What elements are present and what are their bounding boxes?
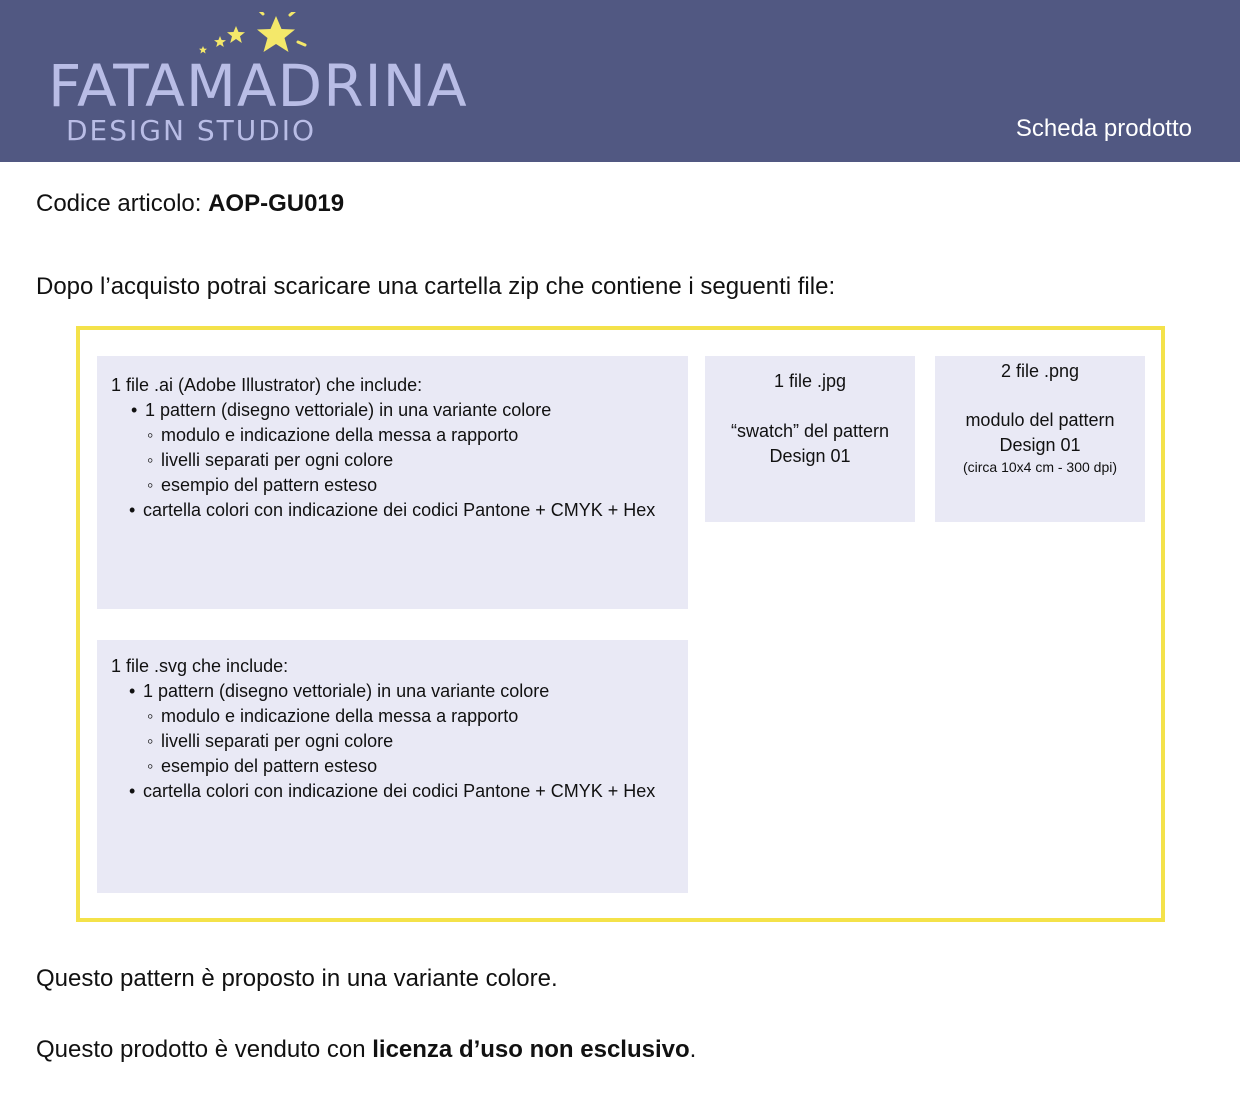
- article-code-label: Codice articolo:: [36, 190, 209, 217]
- file-card-svg: [97, 640, 688, 893]
- file-card-png: [935, 356, 1145, 522]
- file-png-line2: Design 01: [999, 435, 1081, 455]
- bullet-icon: •: [129, 681, 136, 701]
- list-item: ◦ livelli separati per ogni colore: [111, 729, 655, 754]
- files-frame: [76, 326, 1165, 922]
- list-item: • cartella colori con indicazione dei codici Pantone + CMYK + Hex: [111, 498, 655, 523]
- file-png-line1: modulo del pattern: [965, 410, 1115, 430]
- list-item: ◦ modulo e indicazione della messa a rapporto: [111, 704, 655, 729]
- logo-subtitle: DESIGN STUDIO: [66, 114, 317, 147]
- bullet-icon: •: [131, 400, 138, 420]
- bullet-icon: •: [129, 781, 136, 801]
- file-jpg-line2: Design 01: [769, 446, 851, 466]
- file-card-jpg: [705, 356, 915, 522]
- logo: [40, 12, 468, 152]
- list-item: • 1 pattern (disegno vettoriale) in una variante colore: [111, 679, 655, 704]
- list-item: ◦ esempio del pattern esteso: [111, 473, 655, 498]
- list-item: ◦ livelli separati per ogni colore: [111, 448, 655, 473]
- list-item: • cartella colori con indicazione dei codici Pantone + CMYK + Hex: [111, 779, 655, 804]
- list-item: ◦ esempio del pattern esteso: [111, 754, 655, 779]
- file-card-ai: [97, 356, 688, 609]
- header-label: Scheda prodotto: [1015, 115, 1192, 142]
- bullet-icon: •: [129, 500, 136, 520]
- article-code-value: AOP-GU019: [208, 190, 345, 217]
- header-band: [0, 0, 1240, 162]
- circle-bullet-icon: ◦: [147, 731, 154, 751]
- circle-bullet-icon: ◦: [147, 706, 154, 726]
- logo-title: FATAMADRINA: [48, 52, 468, 120]
- license-suffix: .: [689, 1036, 697, 1063]
- file-jpg-title: 1 file .jpg: [773, 371, 847, 391]
- file-card-svg-text: [111, 654, 655, 804]
- circle-bullet-icon: ◦: [147, 450, 154, 470]
- circle-bullet-icon: ◦: [147, 756, 154, 776]
- circle-bullet-icon: ◦: [147, 475, 154, 495]
- file-png-title: 2 file .png: [1000, 361, 1080, 381]
- file-png-note: (circa 10x4 cm - 300 dpi): [962, 459, 1118, 475]
- file-ai-title: 1 file .ai (Adobe Illustrator) che include:: [111, 375, 423, 395]
- license-prefix: Questo prodotto è venduto con: [36, 1036, 373, 1063]
- intro-text: Dopo l’acquisto potrai scaricare una cartella zip che contiene i seguenti file:: [36, 273, 836, 300]
- file-svg-title: 1 file .svg che include:: [111, 656, 289, 676]
- article-code-line: [36, 189, 344, 219]
- list-item: • 1 pattern (disegno vettoriale) in una variante colore: [111, 398, 655, 423]
- circle-bullet-icon: ◦: [147, 425, 154, 445]
- license-line: [36, 1035, 696, 1065]
- file-card-ai-text: [111, 373, 655, 523]
- file-jpg-line1: “swatch” del pattern: [730, 421, 890, 441]
- license-type: licenza d’uso non esclusivo: [372, 1036, 690, 1063]
- list-item: ◦ modulo e indicazione della messa a rapporto: [111, 423, 655, 448]
- variant-text: Questo pattern è proposto in una variante colore.: [36, 965, 558, 992]
